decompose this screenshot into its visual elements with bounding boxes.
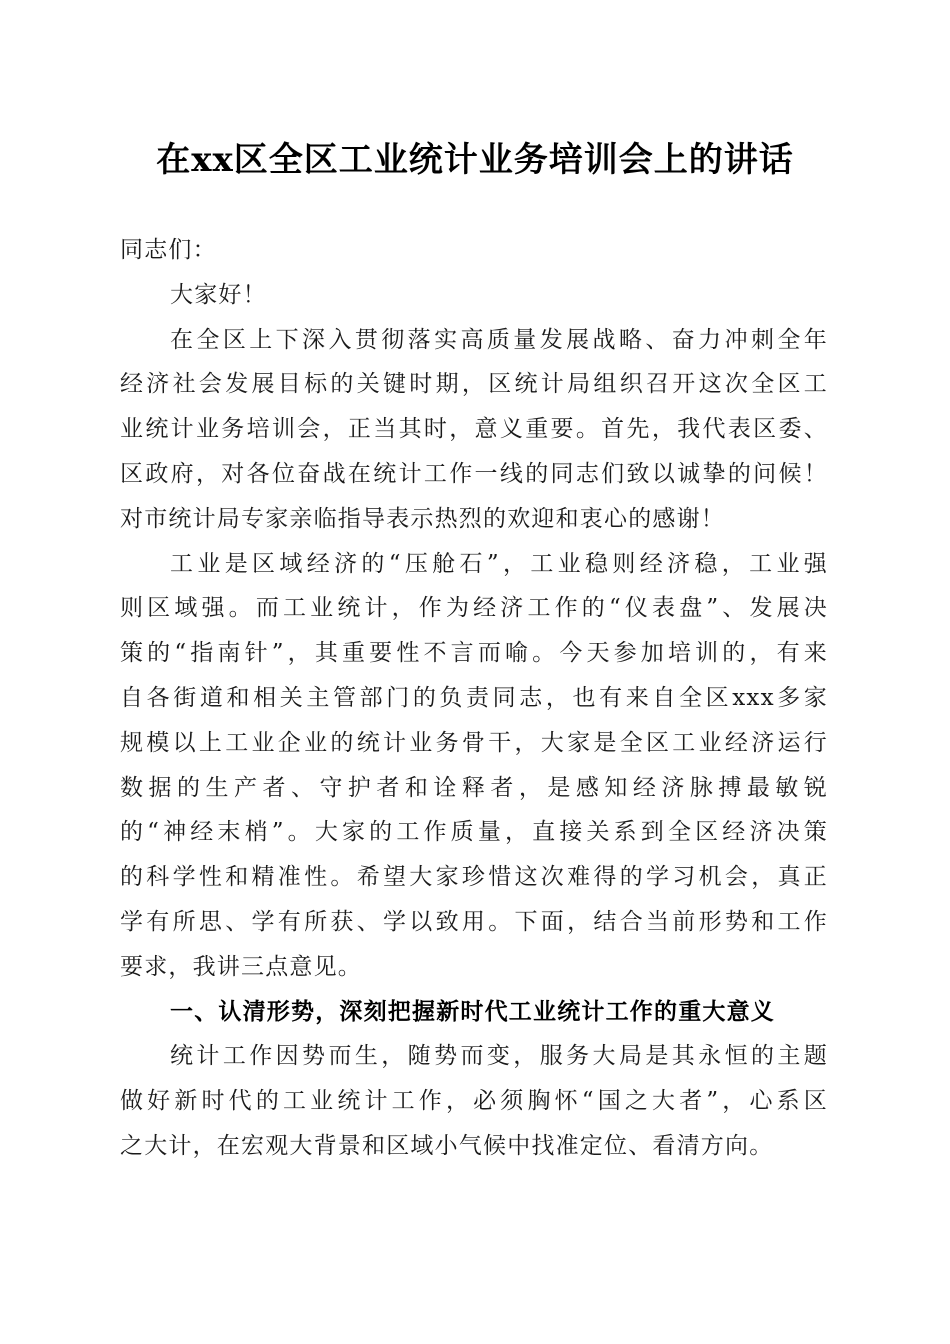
document-body: [120, 228, 828, 1169]
paragraph-3-line: 做好新时代的工业统计工作，必须胸怀“国之大者”，心系区: [120, 1088, 828, 1115]
section-heading-1: 一、认清形势，深刻把握新时代工业统计工作的重大意义: [170, 998, 775, 1025]
paragraph-2-line: 要求，我讲三点意见。: [120, 953, 362, 980]
paragraph-1-line: 在全区上下深入贯彻落实高质量发展战略、奋力冲刺全年: [170, 326, 828, 353]
paragraph-2-line: 工业是区域经济的“压舱石”，工业稳则经济稳，工业强: [170, 550, 828, 577]
paragraph-2-line: 则区域强。而工业统计，作为经济工作的“仪表盘”、发展决: [120, 595, 828, 622]
paragraph-3-line: 之大计，在宏观大背景和区域小气候中找准定位、看清方向。: [120, 1132, 774, 1159]
paragraph-2-line: 的“神经末梢”。大家的工作质量，直接关系到全区经济决策: [120, 819, 828, 846]
document-title: 在xx区全区工业统计业务培训会上的讲话: [156, 140, 794, 180]
paragraph-1-line: 对市统计局专家亲临指导表示热烈的欢迎和衷心的感谢！: [120, 505, 725, 532]
paragraph-1-line: 业统计业务培训会，正当其时，意义重要。首先，我代表区委、: [120, 416, 828, 443]
paragraph-2-line: 的科学性和精准性。希望大家珍惜这次难得的学习机会，真正: [120, 864, 828, 891]
paragraph-2-line: 规模以上工业企业的统计业务骨干，大家是全区工业经济运行: [120, 729, 828, 756]
paragraph-3-line: 统计工作因势而生，随势而变，服务大局是其永恒的主题: [170, 1043, 828, 1070]
paragraph-1-line: 经济社会发展目标的关键时期，区统计局组织召开这次全区工: [120, 371, 828, 398]
paragraph-2-line: 策的“指南针”，其重要性不言而喻。今天参加培训的，有来: [120, 640, 828, 667]
salutation: 同志们：: [120, 237, 217, 263]
paragraph-1-line: 区政府，对各位奋战在统计工作一线的同志们致以诚挚的问候！: [120, 460, 828, 487]
paragraph-2-line: 自各街道和相关主管部门的负责同志，也有来自全区xxx多家: [120, 684, 828, 711]
greeting: 大家好！: [170, 281, 267, 308]
paragraph-2-line: 学有所思、学有所获、学以致用。下面，结合当前形势和工作: [120, 908, 828, 935]
paragraph-2-line: 数据的生产者、守护者和诠释者，是感知经济脉搏最敏锐: [120, 774, 828, 801]
